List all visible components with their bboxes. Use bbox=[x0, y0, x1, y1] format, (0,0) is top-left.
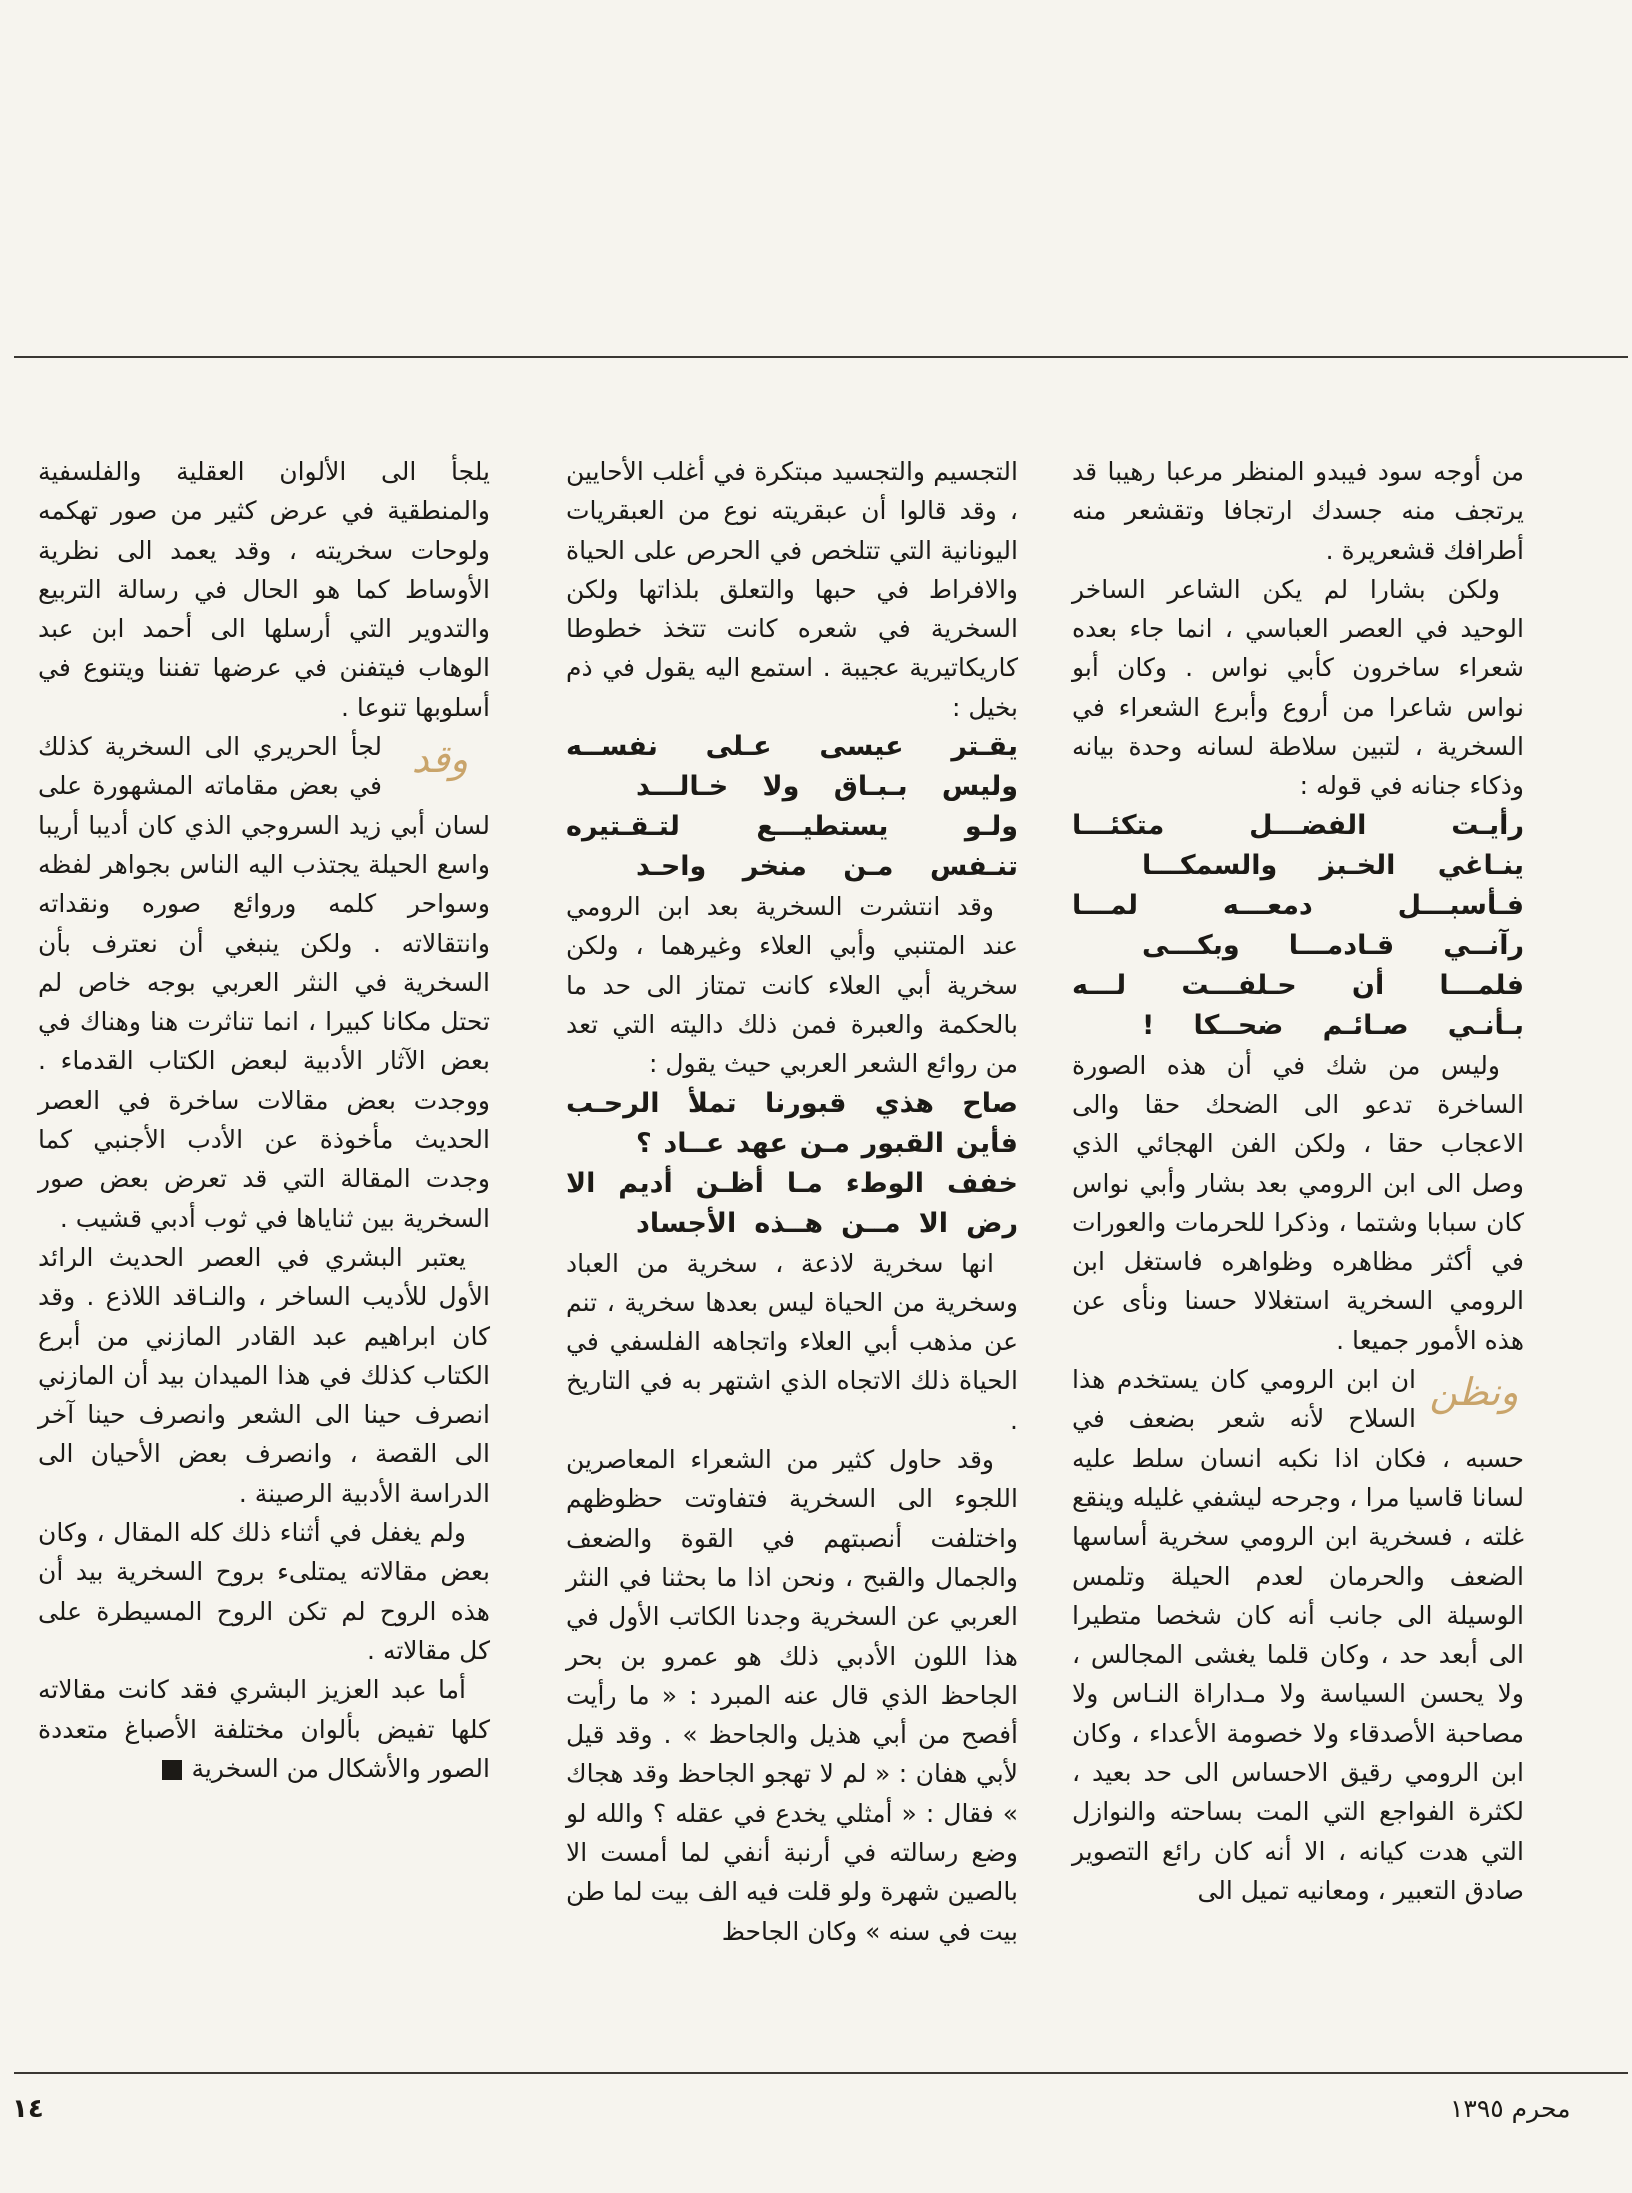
paragraph: ان ابن الرومي كان يستخدم هذا السلاح لأنه شعر بضعف في حسبه ، فكان اذا نكبه انسان سلط عليه لسانا قاسيا مرا ، وجرحه ليشفي غليله وينقع غلته ، فسخرية ابن الرومي سخرية أساسها الضعف والحرمان لعدم الحيلة وتلمس الوسيلة الى جانب أنه كان شخصا متطيرا الى أبعد حد ، وكان قلما يغشى المجالس ، ولا يحسن السياسة ولا مـداراة النـاس ولا مصاحبة الأصدقاء ولا خصومة الأعداء ، وكان ابن الرومي رقيق الاحساس الى حد بعيد ، لكثرة الفواجع التي المت بساحته والنوازل التي هدت كيانه ، الا أنه كان رائع التصوير صادق التعبير ، ومعانيه تميل الى bbox=[1072, 1365, 1524, 1905]
verse-line: صاح هذي قبورنا تملأ الرحـب bbox=[566, 1087, 1018, 1119]
verse-line: فأين القبور مـن عهد عــاد ؟ bbox=[636, 1127, 1018, 1159]
end-of-article-icon bbox=[162, 1760, 182, 1780]
issue-date: محرم ١٣٩٥ bbox=[1450, 2094, 1571, 2123]
paragraph-text: أما عبد العزيز البشري فقد كانت مقالاته كلها تفيض بألوان مختلفة الأصباغ متعددة الصور والأشكال من السخرية bbox=[38, 1675, 490, 1783]
drop-word: ونظن bbox=[1429, 1370, 1519, 1415]
paragraph: وقد انتشرت السخرية بعد ابن الرومي عند المتنبي وأبي العلاء وغيرهما ، ولكن سخرية أبي العلاء كانت تمتاز الى حد ما بالحكمة والعبرة فمن ذلك داليته التي تعد من روائع الشعر العربي حيث يقول : bbox=[566, 892, 1018, 1079]
paragraph: ولكن بشارا لم يكن الشاعر الساخر الوحيد في العصر العباسي ، انما جاء بعده شعراء ساخرون كأبي نواس . وكان أبو نواس شاعرا من أروع وأبرع الشعراء في السخرية ، لتبين سلاطة لسانه وحدة بيانه وذكاء جنانه في قوله : bbox=[1072, 574, 1524, 801]
verse-line: فلمـــا أن حـلفـــت لـــه bbox=[1072, 969, 1524, 1001]
bottom-rule bbox=[14, 2072, 1628, 2074]
page-number: ١٤ bbox=[12, 2094, 44, 2124]
verse-line: رآنــي قـادمـــا وبكـــى bbox=[1142, 929, 1524, 961]
paragraph: لجأ الحريري الى السخرية كذلك في بعض مقاماته المشهورة على لسان أبي زيد السروجي الذي كان أديبا أريبا واسع الحيلة يجتذب اليه الناس بجواهر لفظه وسواحر كلمه وروائع صوره ونقداته وانتقالاته . ولكن ينبغي أن نعترف بأن السخرية في النثر العربي بوجه خاص لم تحتل مكانا كبيرا ، انما تناثرت هنا وهناك في بعض الآثار الأدبية لبعض الكتاب القدماء . ووجدت بعض مقالات ساخرة في العصر الحديث مأخوذة عن الأدب الأجنبي كما وجدت المقالة التي قد تعرض بعض صور السخرية بين ثناياها في ثوب أدبي قشيب . bbox=[38, 732, 490, 1233]
paragraph: من أوجه سود فيبدو المنظر مرعبا رهيبا قد يرتجف منه جسدك ارتجافا وتقشعر منه أطرافك قشعريرة . bbox=[1072, 457, 1524, 565]
column-middle bbox=[566, 452, 1018, 1951]
verse-line: وليس بـبـاق ولا خـالـــد bbox=[636, 771, 1018, 803]
verse-line: ولـو يستطيـــع لتـقـتيره bbox=[566, 811, 1018, 843]
top-rule bbox=[14, 356, 1628, 358]
paragraph: وليس من شك في أن هذه الصورة الساخرة تدعو الى الضحك حقا والى الاعجاب حقا ، ولكن الفن الهجائي الذي وصل الى ابن الرومي بعد بشار وأبي نواس كان سبابا وشتما ، وذكرا للحرمات والعورات في أكثر مظاهره وظواهره فاستغل ابن الرومي السخرية استغلالا حسنا ونأى عن هذه الأمور جميعا . bbox=[1072, 1050, 1524, 1355]
column-right bbox=[1072, 452, 1524, 1910]
verse-line: فـأسبـــل دمعـــه لمـــا bbox=[1072, 889, 1524, 921]
paragraph: يعتبر البشري في العصر الحديث الرائد الأول للأديب الساخر ، والنـاقد اللاذع . وقد كان ابراهيم عبد القادر المازني من أبرع الكتاب كذلك في هذا الميدان بيد أن المازني انصرف حينا الى الشعر وانصرف حينا آخر الى القصة ، وانصرف بعض الأحيان الى الدراسة الأدبية الرصينة . bbox=[38, 1242, 490, 1508]
paragraph bbox=[38, 1670, 490, 1788]
verse-line: يقـتر عيسى عـلى نفســه bbox=[566, 731, 1018, 763]
verse-line: تنـفس مـن منخر واحـد bbox=[636, 851, 1018, 883]
paragraph: انها سخرية لاذعة ، سخرية من العباد وسخرية من الحياة ليس بعدها سخرية ، تنم عن مذهب أبي العلاء واتجاهه الفلسفي في الحياة ذلك الاتجاه الذي اشتهر به في التاريخ . bbox=[566, 1248, 1018, 1435]
verse-line: ينـاغي الخـبز والسمكـــا bbox=[1142, 849, 1524, 881]
verse-line: خفف الوطء مـا أظـن أديم الا bbox=[566, 1167, 1018, 1199]
paragraph: وقد حاول كثير من الشعراء المعاصرين اللجوء الى السخرية فتفاوتت حظوظهم واختلفت أنصبتهم في القوة والضعف والجمال والقبح ، ونحن اذا ما بحثنا في النثر العربي عن السخرية وجدنا الكاتب الأول في هذا اللون الأدبي ذلك هو عمرو بن بحر الجاحظ الذي قال عنه المبرد : « ما رأيت أفصح من أبي هذيل والجاحظ » . وقد قيل لأبي هفان : « لم لا تهجو الجاحظ وقد هجاك » فقال : « أمثلي يخدع في عقله ؟ والله لو وضع رسالته في أرنبة أنفي لما أمست الا بالصين شهرة ولو قلت فيه الف بيت لما طن بيت في سنه » وكان الجاحظ bbox=[566, 1445, 1018, 1946]
verse-line: رض الا مــن هــذه الأجساد bbox=[636, 1207, 1018, 1239]
paragraph: التجسيم والتجسيد مبتكرة في أغلب الأحايين ، وقد قالوا أن عبقريته نوع من العبقريات اليونانية التي تتلخص في الحرص على الحياة والافراط في حبها والتعلق بلذاتها ولكن السخرية في شعره كانت تتخذ خطوطا كاريكاتيرية عجيبة . استمع اليه يقول في ذم بخيل : bbox=[566, 457, 1018, 722]
paragraph: ولم يغفل في أثناء ذلك كله المقال ، وكان بعض مقالاته يمتلىء بروح السخرية بيد أن هذه الروح لم تكن الروح المسيطرة على كل مقالاته . bbox=[38, 1518, 490, 1665]
paragraph: يلجأ الى الألوان العقلية والفلسفية والمنطقية في عرض كثير من صور تهكمه ولوحات سخريته ، وقد يعمد الى نظرية الأوساط كما هو الحال في رسالة التربيع والتدوير التي أرسلها الى أحمد ابن عبد الوهاب فيتفنن في عرضها تفننا ويتنوع في أسلوبها تنوعا . bbox=[38, 457, 490, 722]
verse-line: بـأنـي صـائـم ضحــكا ! bbox=[1142, 1009, 1524, 1041]
column-left bbox=[38, 452, 490, 1788]
verse-line: رأيـت الفضـــل متكئـــا bbox=[1072, 809, 1524, 841]
drop-word: وقد bbox=[411, 737, 469, 782]
